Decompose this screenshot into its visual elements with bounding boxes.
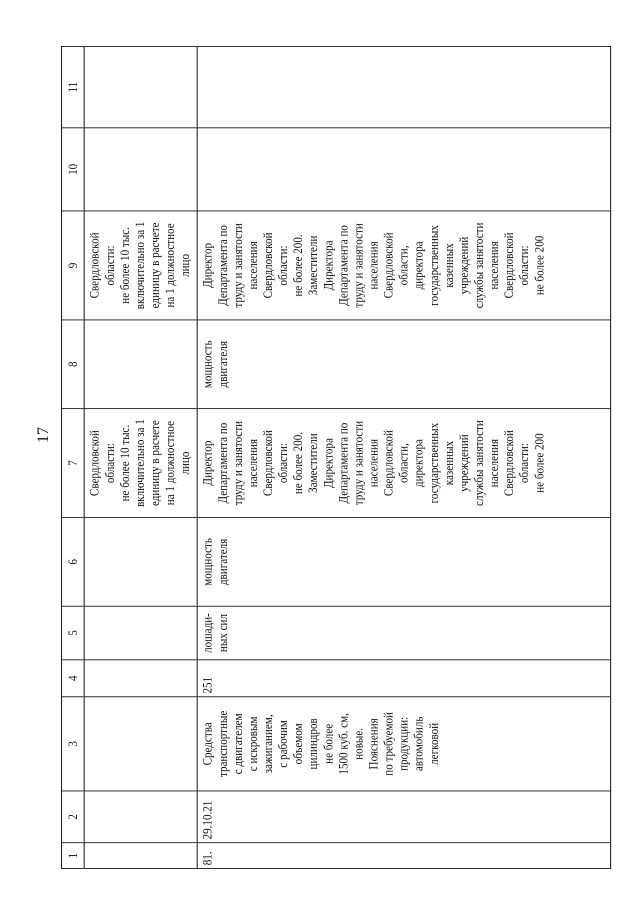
table-cell: лошади- ных сил — [197, 606, 610, 660]
table-cell: Средства транспортные с двигателем с искровым зажиганием, с рабочим объемом цилиндров не более 1500 куб. см, новые. Пояснения по требуемой продукции: автомобиль легковой — [197, 697, 610, 791]
table-cell: мощность двигателя — [197, 320, 610, 409]
column-header: 6 — [62, 518, 85, 607]
table-cell: 81. — [197, 843, 610, 869]
column-header: 8 — [62, 320, 85, 409]
table-cell: 29.10.21 — [197, 791, 610, 843]
column-header: 4 — [62, 660, 85, 697]
table-cell — [84, 47, 197, 128]
data-table — [61, 46, 611, 869]
column-header: 5 — [62, 606, 85, 660]
table-row — [84, 47, 197, 869]
table-cell: 251 — [197, 660, 610, 697]
table-cell — [84, 320, 197, 409]
table-cell — [197, 128, 610, 211]
column-header: 10 — [62, 128, 85, 211]
table-cell: Директор Департамента по труду и занятости населения Свердловской области: не более 200. Заместители Директора Департамента по труду и занятости населения Свердловской области, директора государственных казенных учреждений службы занятости населения Свердловской области: не более 200 — [197, 211, 610, 320]
table-cell — [84, 128, 197, 211]
table-cell — [84, 791, 197, 843]
column-header: 7 — [62, 409, 85, 518]
column-header: 11 — [62, 47, 85, 128]
table-stage — [61, 47, 640, 866]
table-row — [197, 47, 610, 869]
rotated-table-wrapper — [61, 47, 611, 869]
table-cell — [197, 47, 610, 128]
table-cell — [84, 606, 197, 660]
page-number: 17 — [35, 427, 52, 443]
table-cell — [84, 843, 197, 869]
table-cell: Свердловской области: не более 10 тыс. включительно за 1 единицу в расчете на 1 должностное лицо — [84, 409, 197, 518]
table-cell: Свердловской области: не более 10 тыс. включительно за 1 единицу в расчете на 1 должностное лицо — [84, 211, 197, 320]
table-cell — [84, 660, 197, 697]
column-header: 9 — [62, 211, 85, 320]
column-header: 2 — [62, 791, 85, 843]
table-cell — [84, 518, 197, 607]
column-header: 1 — [62, 843, 85, 869]
table-cell — [84, 697, 197, 791]
table-cell: Директор Департамента по труду и занятости населения Свердловской области: не более 200. Заместители Директора Департамента по труду и занятости населения Свердловской области, директора государственных казенных учреждений службы занятости населения Свердловской области: не более 200 — [197, 409, 610, 518]
header-row — [62, 47, 85, 869]
column-header: 3 — [62, 697, 85, 791]
table-cell: мощность двигателя — [197, 518, 610, 607]
